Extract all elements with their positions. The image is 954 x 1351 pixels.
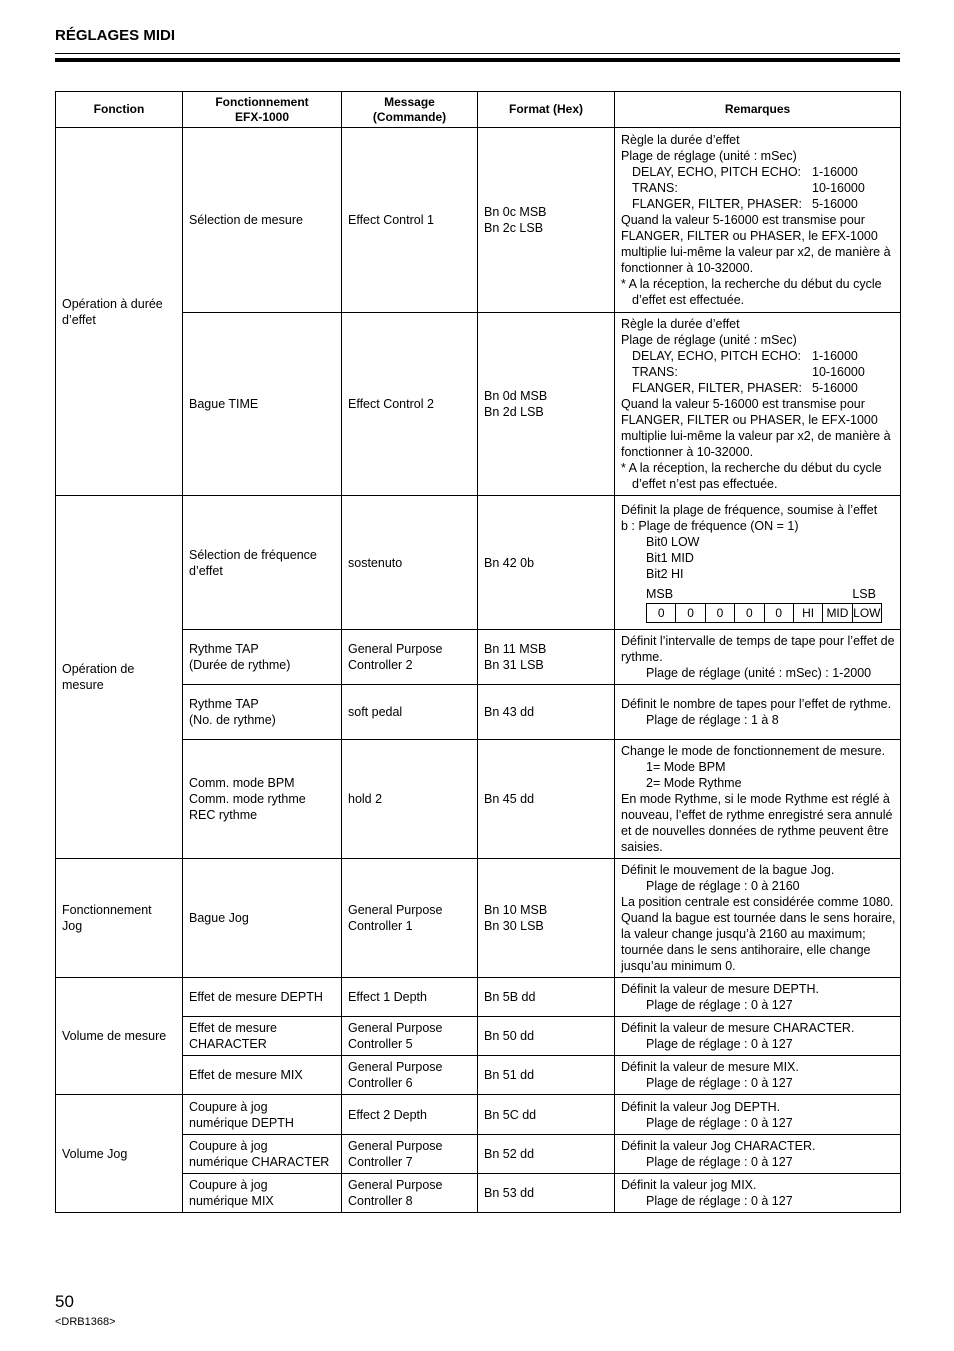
range-value: 1-16000 [812, 349, 858, 363]
range-value: 5-16000 [812, 381, 858, 395]
bit-cell: 0 [676, 604, 705, 622]
remark-note: * A la réception, la recherche du début du cycle d’effet est effectuée. [621, 277, 882, 307]
op-cell: Sélection de mesure [183, 128, 342, 313]
remark-cell [615, 859, 901, 978]
range-key: DELAY, ECHO, PITCH ECHO: [632, 349, 802, 363]
remark-paragraph: Quand la valeur 5-16000 est transmise pour FLANGER, FILTER ou PHASER, le EFX-1000 multiplie lui-même la valeur par x2, de manière à fonctionner à 10-32000. [621, 397, 891, 459]
remark-line: Bit2 HI [646, 567, 684, 581]
remark-cell [615, 1056, 901, 1095]
remark-line: Règle la durée d’effet [621, 317, 740, 331]
remark-line: Plage de réglage : 1 à 8 [646, 713, 779, 727]
col-header-format: Format (Hex) [478, 92, 615, 128]
bit-diagram-labels [646, 586, 876, 602]
range-row [621, 180, 897, 196]
table-row [56, 1095, 901, 1135]
bit-cell: MID [823, 604, 852, 622]
table-row [56, 685, 901, 740]
table-row [56, 496, 901, 630]
remark-paragraph: La position centrale est considérée comme 1080. Quand la bague est tournée dans le sens horaire, la valeur change jusqu’à 2160 au maximum; tournée dans le sens antihoraire, elle change jusqu’au minimum 0. [621, 895, 896, 973]
remark-cell [615, 685, 901, 740]
range-row [621, 196, 897, 212]
range-value: 1-16000 [812, 165, 858, 179]
remark-line: Définit la valeur Jog CHARACTER. [621, 1139, 816, 1153]
table-row [56, 859, 901, 978]
msg-cell: General Purpose Controller 7 [342, 1135, 478, 1174]
fmt-cell: Bn 43 dd [478, 685, 615, 740]
fmt-cell: Bn 11 MSB Bn 31 LSB [478, 630, 615, 685]
group-cell: Opération de mesure [56, 496, 183, 859]
remark-line: Change le mode de fonctionnement de mesure. [621, 744, 886, 758]
remark-line: Plage de réglage : 0 à 127 [646, 1155, 793, 1169]
msg-cell: General Purpose Controller 8 [342, 1174, 478, 1213]
remark-line: Plage de réglage (unité : mSec) : 1-2000 [646, 666, 872, 680]
msg-cell: General Purpose Controller 5 [342, 1017, 478, 1056]
table-row [56, 1174, 901, 1213]
msg-cell: Effect Control 2 [342, 313, 478, 496]
bit-cell: 0 [765, 604, 794, 622]
range-row [621, 164, 897, 180]
remark-line: Plage de réglage : 0 à 127 [646, 1115, 793, 1130]
msg-cell: Effect Control 1 [342, 128, 478, 313]
remark-cell [615, 1017, 901, 1056]
msg-cell: General Purpose Controller 1 [342, 859, 478, 978]
remark-cell [615, 1174, 901, 1213]
bit-cell: HI [794, 604, 823, 622]
msg-cell: General Purpose Controller 2 [342, 630, 478, 685]
remark-line: Définit la valeur de mesure MIX. [621, 1060, 799, 1074]
bit-cell: LOW [853, 606, 881, 620]
table-header-row [56, 92, 901, 128]
remark-line: Définit la valeur de mesure DEPTH. [621, 982, 819, 996]
op-cell: Rythme TAP (Durée de rythme) [183, 630, 342, 685]
op-cell: Comm. mode BPM Comm. mode rythme REC rythme [183, 740, 342, 859]
document-code: <DRB1368> [55, 1316, 116, 1328]
fmt-cell: Bn 45 dd [478, 740, 615, 859]
table-row [56, 740, 901, 859]
range-row [621, 380, 897, 396]
remark-line: Définit la plage de fréquence, soumise à l’effet [621, 503, 878, 517]
page-title: RÉGLAGES MIDI [55, 27, 176, 44]
midi-settings-table [55, 91, 901, 1213]
col-header-fonctionnement: Fonctionnement EFX-1000 [183, 92, 342, 128]
remark-line: Plage de réglage : 0 à 127 [646, 1194, 793, 1208]
table-row [56, 1017, 901, 1056]
range-key: TRANS: [632, 181, 678, 195]
remark-line: 2= Mode Rythme [646, 776, 742, 790]
op-cell: Coupure à jog numérique CHARACTER [183, 1135, 342, 1174]
range-row [621, 364, 897, 380]
remark-cell [615, 496, 901, 630]
remark-line: Plage de réglage : 0 à 2160 [646, 879, 800, 893]
remark-cell [615, 1095, 901, 1135]
table-row [56, 978, 901, 1017]
op-cell: Coupure à jog numérique DEPTH [183, 1095, 342, 1135]
remark-line: 1= Mode BPM [646, 760, 726, 774]
op-cell: Bague TIME [183, 313, 342, 496]
fmt-cell: Bn 0c MSB Bn 2c LSB [478, 128, 615, 313]
msg-cell: Effect 1 Depth [342, 978, 478, 1017]
remark-cell [615, 1135, 901, 1174]
op-cell: Effet de mesure DEPTH [183, 978, 342, 1017]
fmt-cell: Bn 10 MSB Bn 30 LSB [478, 859, 615, 978]
msg-cell: sostenuto [342, 496, 478, 630]
bit-cell: 0 [647, 604, 676, 622]
table-row [56, 313, 901, 496]
remark-line: Plage de réglage (unité : mSec) [621, 333, 797, 347]
op-cell: Effet de mesure MIX [183, 1056, 342, 1095]
fmt-cell: Bn 5B dd [478, 978, 615, 1017]
msg-cell: General Purpose Controller 6 [342, 1056, 478, 1095]
range-key: FLANGER, FILTER, PHASER: [632, 197, 802, 211]
bit-cells [646, 603, 882, 623]
table-row [56, 1056, 901, 1095]
op-cell: Bague Jog [183, 859, 342, 978]
remark-line: Définit la valeur Jog DEPTH. [621, 1099, 781, 1114]
fmt-cell: Bn 51 dd [478, 1056, 615, 1095]
range-value: 5-16000 [812, 197, 858, 211]
remark-line: Règle la durée d’effet [621, 133, 740, 147]
remark-line: b : Plage de fréquence (ON = 1) [621, 519, 799, 533]
msg-cell: soft pedal [342, 685, 478, 740]
remark-line: Plage de réglage : 0 à 127 [646, 1076, 793, 1090]
col-header-fonction: Fonction [56, 92, 183, 128]
msb-label: MSB [646, 587, 674, 601]
remark-note: * A la réception, la recherche du début du cycle d’effet n’est pas effectuée. [621, 461, 882, 491]
col-header-message: Message (Commande) [342, 92, 478, 128]
msg-cell: Effect 2 Depth [342, 1095, 478, 1135]
fmt-cell: Bn 52 dd [478, 1135, 615, 1174]
range-value: 10-16000 [812, 365, 865, 379]
op-cell: Coupure à jog numérique MIX [183, 1174, 342, 1213]
range-value: 10-16000 [812, 181, 865, 195]
fmt-cell: Bn 42 0b [478, 496, 615, 630]
bit-diagram [621, 586, 897, 623]
group-cell: Volume de mesure [56, 978, 183, 1095]
remark-line: Plage de réglage (unité : mSec) [621, 149, 797, 163]
group-cell: Volume Jog [56, 1095, 183, 1213]
range-key: FLANGER, FILTER, PHASER: [632, 381, 802, 395]
range-key: TRANS: [632, 365, 678, 379]
op-cell: Effet de mesure CHARACTER [183, 1017, 342, 1056]
remark-cell [615, 313, 901, 496]
remark-line: Définit l’intervalle de temps de tape pour l’effet de rythme. [621, 634, 895, 664]
table-row [56, 128, 901, 313]
remark-line: Définit le nombre de tapes pour l’effet de rythme. [621, 697, 892, 711]
remark-line: Bit0 LOW [646, 535, 700, 549]
bit-cell: 0 [735, 604, 764, 622]
table-row [56, 630, 901, 685]
fmt-cell: Bn 53 dd [478, 1174, 615, 1213]
lsb-label: LSB [852, 587, 876, 601]
msg-cell: hold 2 [342, 740, 478, 859]
remark-line: Plage de réglage : 0 à 127 [646, 1037, 793, 1051]
range-key: DELAY, ECHO, PITCH ECHO: [632, 165, 802, 179]
group-cell: Opération à durée d’effet [56, 128, 183, 496]
op-cell: Rythme TAP (No. de rythme) [183, 685, 342, 740]
remark-line: Définit la valeur jog MIX. [621, 1178, 757, 1192]
remark-paragraph: Quand la valeur 5-16000 est transmise pour FLANGER, FILTER ou PHASER, le EFX-1000 multiplie lui-même la valeur par x2, de manière à fonctionner à 10-32000. [621, 213, 891, 275]
range-row [621, 348, 897, 364]
bit-cell: 0 [706, 604, 735, 622]
col-header-remarques: Remarques [615, 92, 901, 128]
fmt-cell: Bn 0d MSB Bn 2d LSB [478, 313, 615, 496]
remark-paragraph: En mode Rythme, si le mode Rythme est réglé à nouveau, l’effet de rythme enregistré sera annulé et de nouvelles données de rythme peuvent être saisies. [621, 792, 893, 854]
remark-cell [615, 630, 901, 685]
remark-cell [615, 740, 901, 859]
op-cell: Sélection de fréquence d’effet [183, 496, 342, 630]
fmt-cell: Bn 5C dd [478, 1095, 615, 1135]
table-row [56, 1135, 901, 1174]
remark-line: Bit1 MID [646, 551, 694, 565]
header-rule-thin [55, 53, 900, 54]
remark-cell [615, 978, 901, 1017]
page-number: 50 [55, 1292, 74, 1311]
header-rule-thick [55, 58, 900, 62]
remark-cell [615, 128, 901, 313]
remark-line: Plage de réglage : 0 à 127 [646, 998, 793, 1012]
fmt-cell: Bn 50 dd [478, 1017, 615, 1056]
group-cell: Fonctionnement Jog [56, 859, 183, 978]
remark-line: Définit le mouvement de la bague Jog. [621, 863, 835, 877]
remark-line: Définit la valeur de mesure CHARACTER. [621, 1021, 855, 1035]
